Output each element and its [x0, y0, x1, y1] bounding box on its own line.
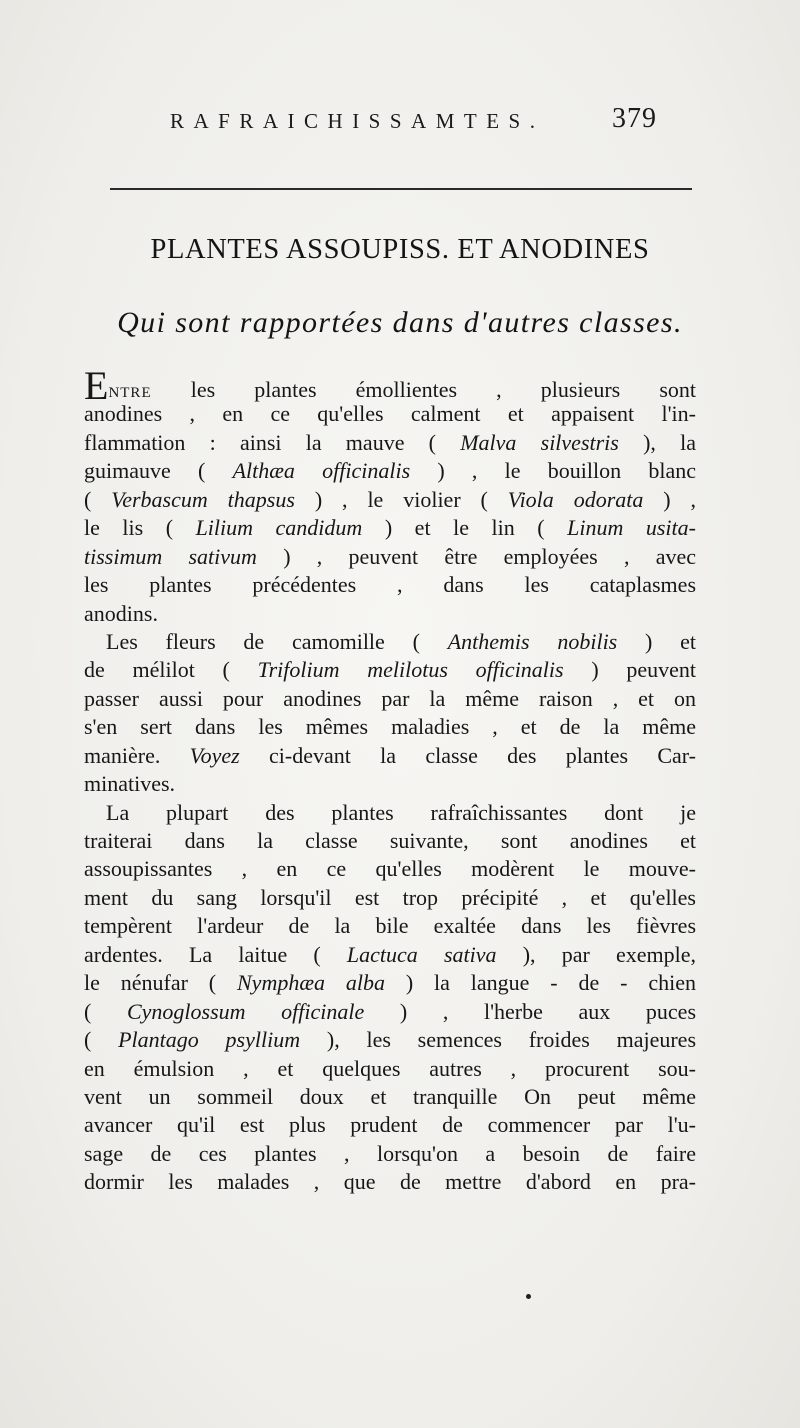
text-line: La plupart des plantes rafraîchissantes dont je [106, 799, 696, 825]
section-subtitle: Qui sont rapportées dans d'autres classes. [117, 306, 683, 339]
line-text: ) , le violier ( [294, 486, 508, 512]
text-line: en émulsion , et quelques autres , procurent sou- [84, 1055, 696, 1081]
section-title: PLANTES ASSOUPISS. ET ANODINES [150, 234, 650, 265]
text-line [84, 656, 696, 684]
latin-name: Nymphæa alba [237, 970, 385, 996]
latin-name: Plantago psyllium [118, 1027, 301, 1053]
latin-name: Althæa officinalis [232, 458, 411, 484]
line-text: ) , le bouillon blanc [410, 458, 696, 484]
line-text: Les fleurs de camomille ( [106, 628, 448, 654]
line-text: le nénufar ( [84, 970, 237, 996]
text-line [84, 969, 696, 997]
line-text: ), par exemple, [496, 941, 696, 967]
line-text: ) et [617, 628, 697, 654]
paragraph-3 [84, 799, 696, 1197]
text-line [84, 486, 696, 514]
line-text: ), les semences froides majeures [300, 1027, 696, 1053]
latin-name: Linum usita- [567, 515, 696, 541]
text-line: minatives. [84, 771, 176, 797]
latin-name: Anthemis nobilis [447, 628, 618, 654]
paragraph-2 [84, 628, 696, 799]
line-text: ), la [618, 429, 697, 455]
line-text: ci-devant la classe des plantes Car- [239, 742, 696, 768]
text-line [84, 628, 696, 656]
text-line [84, 514, 696, 542]
body-text [84, 363, 697, 1197]
text-line: ment du sang lorsqu'il est trop précipité , et qu'elles [84, 884, 696, 910]
header-rule [110, 188, 692, 190]
text-line: dormir les malades , que de mettre d'abord en pra- [84, 1169, 696, 1195]
ink-spot [526, 1294, 531, 1299]
latin-name: Lilium candidum [195, 515, 363, 541]
text-line [84, 429, 696, 457]
line-text: ) peuvent [563, 657, 697, 683]
latin-name: Lactuca sativa [346, 941, 497, 967]
paragraph-1 [84, 363, 697, 628]
line-text: les plantes émollientes , plusieurs sont [151, 377, 696, 402]
lead-word: NTRE [108, 385, 152, 401]
text-line [84, 363, 696, 408]
text-line [84, 457, 696, 485]
text-line: assoupissantes , en ce qu'elles modèrent le mouve- [84, 856, 696, 882]
text-line [84, 941, 696, 969]
line-text: ( [84, 486, 112, 512]
line-text: ( [84, 998, 127, 1024]
text-line [84, 543, 696, 571]
line-text: guimauve ( [84, 458, 233, 484]
text-line [84, 1026, 696, 1054]
text-line: traiterai dans la classe suivante, sont anodines et [84, 828, 696, 853]
text-line: vent un sommeil doux et tranquille On peut même [84, 1083, 696, 1109]
line-text: le lis ( [84, 515, 196, 541]
text-line [84, 742, 696, 770]
text-line: passer aussi pour anodines par la même raison , et on [84, 685, 696, 711]
text-line: anodines , en ce qu'elles calment et appaisent l'in- [84, 401, 696, 427]
latin-name: Trifolium melilotus officinalis [257, 657, 564, 683]
line-text: ) , [643, 486, 696, 512]
latin-name: tissimum sativum [84, 543, 257, 569]
cross-reference: Voyez [189, 742, 240, 768]
drop-cap: E [84, 363, 109, 408]
text-line [84, 998, 696, 1026]
line-text: ardentes. La laitue ( [84, 941, 347, 967]
latin-name: Viola odorata [507, 486, 644, 512]
running-title: RAFRAICHISSAMTES. [170, 109, 545, 133]
line-text: de mélilot ( [84, 657, 258, 683]
latin-name: Cynoglossum officinale [126, 998, 365, 1024]
text-line: avancer qu'il est plus prudent de commencer par l'u- [84, 1112, 696, 1138]
line-text: flammation : ainsi la mauve ( [84, 429, 461, 455]
line-text: ) , peuvent être employées , avec [256, 543, 696, 569]
text-line: tempèrent l'ardeur de la bile exaltée dans les fièvres [84, 913, 696, 939]
line-text: manière. [84, 742, 190, 768]
line-text: ) et le lin ( [362, 515, 568, 541]
latin-name: Malva silvestris [460, 429, 619, 455]
page-number: 379 [612, 103, 657, 134]
text-line: anodins. [84, 600, 158, 626]
text-line: sage de ces plantes , lorsqu'on a besoin de faire [84, 1140, 696, 1166]
latin-name: Verbascum thapsus [111, 486, 295, 512]
line-text: ) la langue - de - chien [384, 970, 696, 996]
running-header [0, 103, 800, 143]
line-text: ( [84, 1027, 119, 1053]
text-line: s'en sert dans les mêmes maladies , et de la même [84, 714, 696, 740]
text-line: les plantes précédentes , dans les cataplasmes [84, 572, 696, 598]
line-text: ) , l'herbe aux puces [364, 998, 696, 1024]
